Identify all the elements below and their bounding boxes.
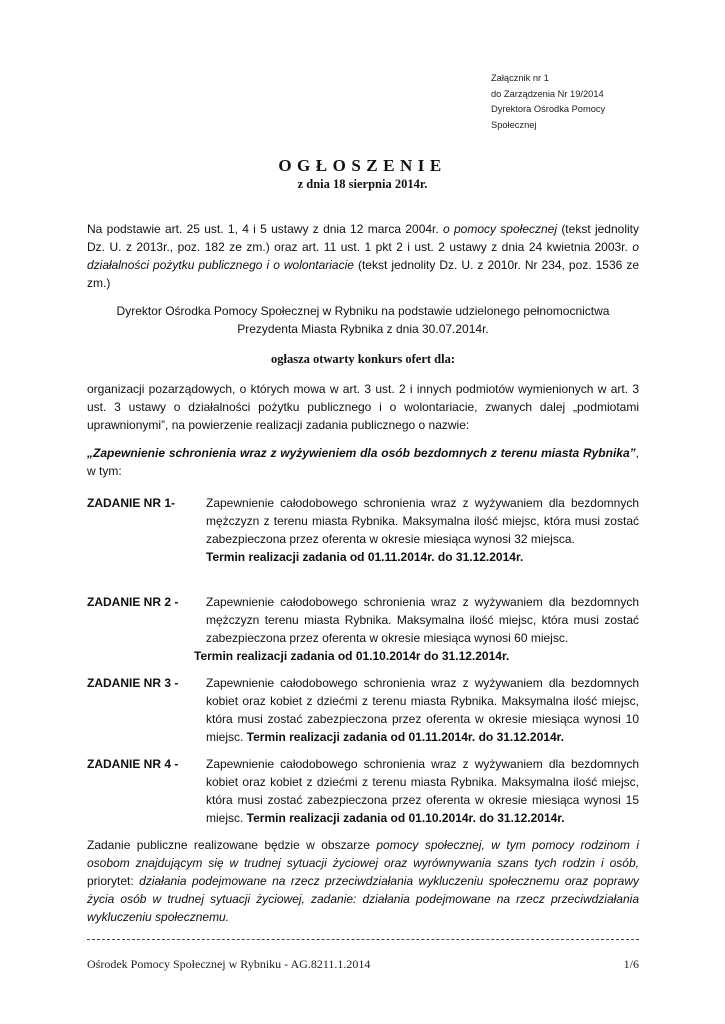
task-name-paragraph — [87, 444, 639, 480]
task-2-body — [194, 593, 639, 665]
task-1-deadline: Termin realizacji zadania od 01.11.2014r. do 31.12.2014r. — [206, 550, 524, 564]
legal-basis-act: o pomocy społecznej — [443, 222, 558, 236]
task-1-text: Zapewnienie całodobowego schronienia wraz z wyżywaniem dla bezdomnych mężczyzn z terenu miasta Rybnika. Maksymalna ilość miejsc, która musi zostać zabezpieczona przez oferenta w okresie miesiąca wynosi 32 miejsca. — [206, 496, 639, 546]
legal-basis-paragraph — [87, 220, 639, 292]
task-4-label: ZADANIE NR 4 - — [87, 757, 179, 771]
legal-basis-text: (tekst jednolity Dz. U. z 2013r., poz. 182 ze zm.) oraz art. 11 ust. 1 pkt 2 i ust. 2 ustawy z dnia 24 kwietnia 2003r. — [87, 222, 639, 254]
public-task-paragraph — [87, 836, 639, 926]
task-3-label: ZADANIE NR 3 - — [87, 676, 179, 690]
legal-basis-text: Na podstawie art. 25 ust. 1, 4 i 5 ustawy z dnia 12 marca 2004r. — [87, 222, 444, 236]
annex-note — [491, 71, 605, 133]
public-task-text: priorytet: — [87, 874, 140, 888]
director-line: Prezydenta Miasta Rybnika z dnia 30.07.2014r. — [237, 322, 489, 336]
footer-reference: Ośrodek Pomocy Społecznej w Rybniku - AG.8211.1.2014 — [87, 957, 371, 971]
annex-line: Załącznik nr 1 — [491, 73, 549, 83]
director-line: Dyrektor Ośrodka Pomocy Społecznej w Rybniku na podstawie udzielonego pełnomocnictwa — [116, 304, 610, 318]
task-4-body — [206, 755, 639, 827]
task-3-body — [206, 674, 639, 746]
task-4-deadline: Termin realizacji zadania od 01.10.2014r. do 31.12.2014r. — [246, 811, 565, 825]
director-paragraph — [87, 302, 639, 338]
annex-line: Społecznej — [491, 119, 537, 130]
task-1-body — [206, 494, 639, 566]
public-task-priority: działania podejmowane na rzecz przeciwdziałania wykluczeniu społecznemu oraz poprawy życia osób w trudnej sytuacji życiowej, zadanie: działania podejmowane na rzecz przeciwdziałania wykluczeniu społecznemu. — [87, 874, 640, 924]
task-2-label: ZADANIE NR 2 - — [87, 595, 179, 609]
document-title: OGŁOSZENIE — [278, 156, 447, 175]
announcement-heading: ogłasza otwarty konkurs ofert dla: — [270, 352, 455, 366]
public-task-text: Zadanie publiczne realizowane będzie w obszarze — [87, 838, 377, 852]
footer-divider — [87, 939, 639, 940]
annex-line: Dyrektora Ośrodka Pomocy — [491, 104, 606, 115]
legal-basis-text: (tekst jednolity Dz. U. z 2010r. Nr 234, poz. 1536 ze zm.) — [87, 258, 639, 290]
task-1-label: ZADANIE NR 1- — [87, 496, 176, 510]
task-name-title: „Zapewnienie schronienia wraz z wyżywieniem dla osób bezdomnych z terenu miasta Rybnika” — [87, 446, 636, 460]
task-name-suffix: , w tym: — [87, 446, 639, 478]
page-number: 1/6 — [623, 957, 639, 971]
task-3-deadline: Termin realizacji zadania od 01.11.2014r. do 31.12.2014r. — [246, 730, 564, 744]
task-3-text: Zapewnienie całodobowego schronienia wraz z wyżywaniem dla bezdomnych kobiet oraz kobiet z dziećmi z terenu miasta Rybnika. Maksymalna ilość miejsc, która musi zostać zabezpieczona przez oferenta w okresie miesiąca wynosi 10 miejsc. — [206, 676, 639, 744]
task-2-text: Zapewnienie całodobowego schronienia wraz z wyżywaniem dla bezdomnych mężczyzn terenu miasta Rybnika. Maksymalna ilość miejsc, która musi zostać zabezpieczona przez oferenta w okresie miesiąca wynosi 60 miejsc. — [206, 595, 639, 645]
legal-basis-act: o działalności pożytku publicznego i o wolontariacie — [87, 240, 639, 272]
public-task-area: pomocy społecznej, w tym pomocy rodzinom i osobom znajdującym się w trudnej sytuacji życiowej oraz wyrównywania szans tych rodzin i osób, — [87, 838, 640, 870]
task-2-deadline: Termin realizacji zadania od 01.10.2014r do 31.12.2014r. — [194, 649, 510, 663]
document-date: z dnia 18 sierpnia 2014r. — [297, 177, 428, 191]
annex-line: do Zarządzenia Nr 19/2014 — [491, 88, 604, 99]
task-4-text: Zapewnienie całodobowego schronienia wraz z wyżywaniem dla bezdomnych kobiet oraz kobiet z dziećmi z terenu miasta Rybnika. Maksymalna ilość miejsc, która musi zostać zabezpieczona przez oferenta w okresie miesiąca wynosi 15 miejsc. — [206, 757, 639, 825]
organizations-paragraph: organizacji pozarządowych, o których mowa w art. 3 ust. 2 i innych podmiotów wymienionych w art. 3 ust. 3 ustawy o działalności pożytku publicznego i o wolontariacie, zwanych dalej „podmiotami uprawnionymi”, na powierzenie realizacji zadania publicznego o nazwie: — [87, 382, 639, 432]
